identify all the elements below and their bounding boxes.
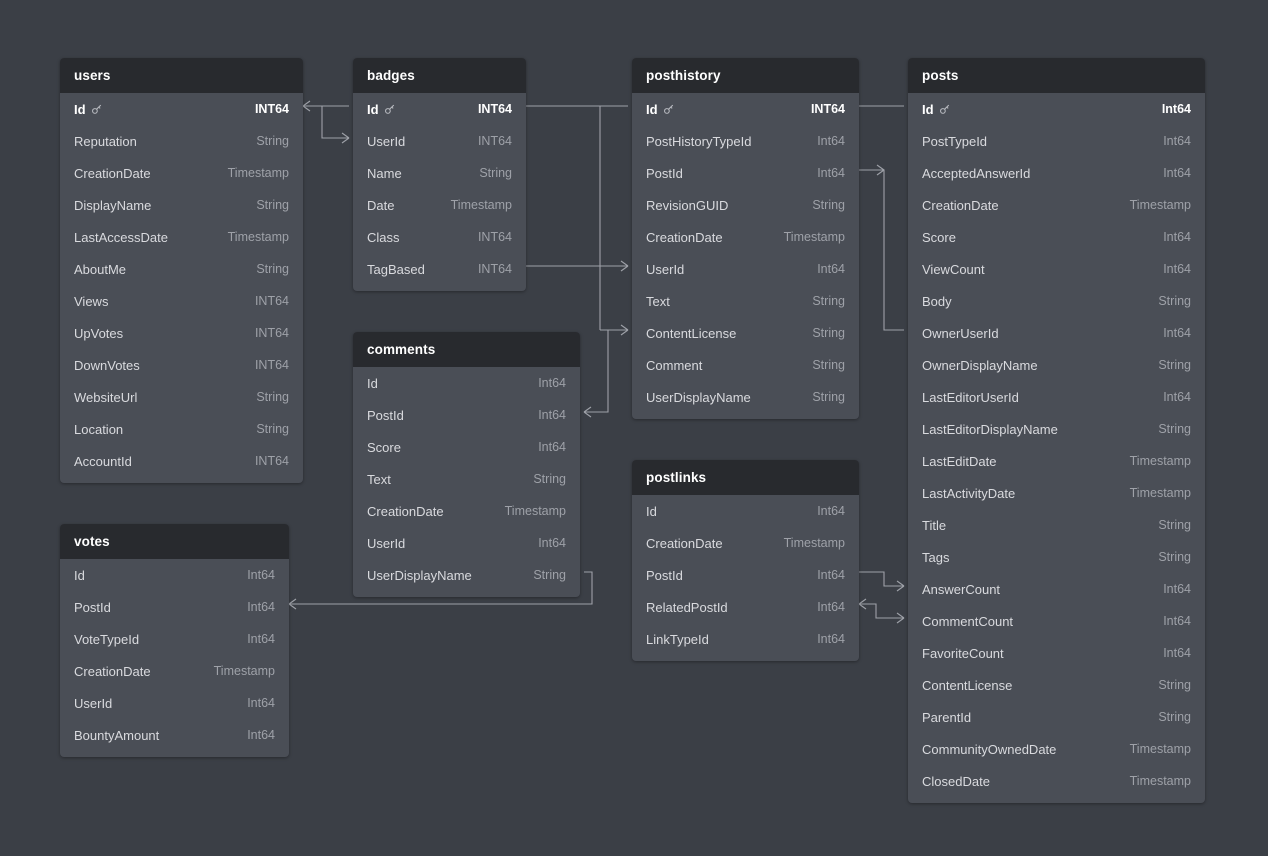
- field-name-label: Body: [922, 293, 952, 309]
- field-row[interactable]: [60, 253, 303, 285]
- field-name: [922, 710, 971, 725]
- field-name-label: CommunityOwnedDate: [922, 741, 1057, 757]
- field-row[interactable]: [908, 189, 1205, 221]
- field-name: [922, 294, 952, 309]
- field-name-label: AcceptedAnswerId: [922, 165, 1031, 181]
- field-type: String: [256, 422, 289, 436]
- field-name-label: PostId: [74, 599, 111, 615]
- field-name: [367, 440, 401, 455]
- field-type: String: [812, 358, 845, 372]
- field-type: Timestamp: [1129, 774, 1191, 788]
- field-type: String: [1158, 358, 1191, 372]
- field-row[interactable]: [353, 399, 580, 431]
- field-type: Timestamp: [213, 664, 275, 678]
- field-row[interactable]: [632, 591, 859, 623]
- field-name: [74, 262, 126, 277]
- field-row[interactable]: [632, 381, 859, 413]
- field-name-label: Id: [646, 101, 658, 117]
- field-row[interactable]: [908, 701, 1205, 733]
- field-name-label: ClosedDate: [922, 773, 990, 789]
- field-type: Int64: [817, 134, 845, 148]
- field-row[interactable]: [632, 349, 859, 381]
- field-name: [922, 358, 1038, 373]
- table-card-posts[interactable]: [908, 58, 1205, 803]
- field-row[interactable]: [632, 495, 859, 527]
- field-name: [922, 230, 956, 245]
- table-card-badges[interactable]: [353, 58, 526, 291]
- field-row[interactable]: [908, 157, 1205, 189]
- field-name-label: LinkTypeId: [646, 631, 709, 647]
- field-row[interactable]: [60, 719, 289, 751]
- field-name-label: OwnerUserId: [922, 325, 999, 341]
- field-type: Int64: [1163, 390, 1191, 404]
- field-type: INT64: [477, 230, 512, 244]
- field-row[interactable]: [60, 125, 303, 157]
- field-name: [367, 166, 402, 181]
- field-row[interactable]: [60, 189, 303, 221]
- field-row[interactable]: [908, 765, 1205, 797]
- field-name-label: CommentCount: [922, 613, 1014, 629]
- field-row[interactable]: [632, 125, 859, 157]
- field-row[interactable]: [908, 445, 1205, 477]
- field-row[interactable]: [60, 413, 303, 445]
- field-name-label: BountyAmount: [74, 727, 160, 743]
- primary-key-icon: [384, 103, 396, 115]
- field-name: [646, 390, 751, 405]
- field-name: [367, 230, 400, 245]
- field-name-label: Id: [922, 101, 934, 117]
- field-row[interactable]: [908, 669, 1205, 701]
- field-name-label: Views: [74, 293, 109, 309]
- table-fields-posthistory: [632, 93, 859, 419]
- field-name-label: Title: [922, 517, 947, 533]
- field-type: Int64: [817, 632, 845, 646]
- field-name: [922, 774, 990, 789]
- field-row[interactable]: [60, 381, 303, 413]
- table-title-badges: badges: [353, 58, 526, 93]
- field-type: INT64: [477, 102, 512, 116]
- field-type: Int64: [538, 536, 566, 550]
- field-name-label: UserId: [74, 695, 113, 711]
- field-name-label: RelatedPostId: [646, 599, 728, 615]
- field-type: String: [479, 166, 512, 180]
- table-card-postlinks[interactable]: [632, 460, 859, 661]
- field-type: INT64: [254, 294, 289, 308]
- field-name: [646, 102, 675, 117]
- field-type: Int64: [1163, 326, 1191, 340]
- field-type: Int64: [817, 262, 845, 276]
- field-row[interactable]: [60, 559, 289, 591]
- field-name: [367, 504, 444, 519]
- field-name: [367, 536, 405, 551]
- primary-key-icon: [663, 103, 675, 115]
- field-name: [646, 600, 728, 615]
- field-row[interactable]: [908, 413, 1205, 445]
- field-type: INT64: [254, 326, 289, 340]
- field-row[interactable]: [353, 189, 526, 221]
- field-name-label: LastEditorDisplayName: [922, 421, 1058, 437]
- table-card-posthistory[interactable]: [632, 58, 859, 419]
- field-row[interactable]: [60, 285, 303, 317]
- field-type: INT64: [254, 358, 289, 372]
- field-name-label: AnswerCount: [922, 581, 1001, 597]
- field-row[interactable]: [353, 495, 580, 527]
- table-card-users[interactable]: [60, 58, 303, 483]
- field-type: String: [812, 294, 845, 308]
- field-name-label: LastAccessDate: [74, 229, 168, 245]
- field-type: String: [256, 262, 289, 276]
- table-title-posts: posts: [908, 58, 1205, 93]
- field-name: [367, 134, 405, 149]
- field-name: [922, 742, 1056, 757]
- field-type: String: [1158, 518, 1191, 532]
- field-name-label: Date: [367, 197, 395, 213]
- field-name-label: PostHistoryTypeId: [646, 133, 752, 149]
- field-row[interactable]: [353, 253, 526, 285]
- field-row[interactable]: [353, 93, 526, 125]
- field-type: Int64: [1163, 614, 1191, 628]
- field-name: [74, 166, 151, 181]
- table-fields-comments: [353, 367, 580, 597]
- field-row[interactable]: [908, 541, 1205, 573]
- field-type: Int64: [538, 376, 566, 390]
- field-row[interactable]: [60, 317, 303, 349]
- field-type: INT64: [477, 262, 512, 276]
- table-fields-badges: [353, 93, 526, 291]
- table-title-votes: votes: [60, 524, 289, 559]
- field-name: [646, 166, 683, 181]
- field-type: Int64: [247, 568, 275, 582]
- field-row[interactable]: [908, 285, 1205, 317]
- field-name: [74, 198, 151, 213]
- field-row[interactable]: [60, 445, 303, 477]
- field-name: [922, 550, 949, 565]
- field-row[interactable]: [908, 381, 1205, 413]
- field-name-label: UserDisplayName: [646, 389, 751, 405]
- field-row[interactable]: [60, 591, 289, 623]
- field-row[interactable]: [908, 93, 1205, 125]
- field-row[interactable]: [632, 253, 859, 285]
- field-name-label: CreationDate: [74, 663, 151, 679]
- field-type: Int64: [817, 504, 845, 518]
- field-name: [646, 198, 728, 213]
- field-row[interactable]: [353, 559, 580, 591]
- field-name: [922, 166, 1030, 181]
- table-fields-postlinks: [632, 495, 859, 661]
- field-row[interactable]: [632, 285, 859, 317]
- field-name-label: ParentId: [922, 709, 972, 725]
- primary-key-icon: [939, 103, 951, 115]
- field-type: Timestamp: [1129, 742, 1191, 756]
- field-name-label: FavoriteCount: [922, 645, 1004, 661]
- field-row[interactable]: [632, 623, 859, 655]
- field-name: [367, 376, 378, 391]
- field-name: [367, 568, 472, 583]
- field-name: [646, 632, 709, 647]
- field-name-label: ContentLicense: [922, 677, 1013, 693]
- field-name: [922, 518, 946, 533]
- field-name-label: PostId: [367, 407, 404, 423]
- field-name: [367, 408, 404, 423]
- field-row[interactable]: [60, 687, 289, 719]
- primary-key-icon: [91, 103, 103, 115]
- field-type: Timestamp: [1129, 454, 1191, 468]
- field-type: Timestamp: [504, 504, 566, 518]
- field-name-label: PostTypeId: [922, 133, 988, 149]
- field-name-label: CreationDate: [646, 229, 723, 245]
- field-name: [646, 536, 723, 551]
- field-row[interactable]: [353, 431, 580, 463]
- field-name-label: RevisionGUID: [646, 197, 729, 213]
- field-type: Timestamp: [450, 198, 512, 212]
- field-row[interactable]: [353, 157, 526, 189]
- field-name: [74, 696, 112, 711]
- field-row[interactable]: [353, 221, 526, 253]
- field-name: [74, 294, 108, 309]
- field-name-label: Score: [367, 439, 401, 455]
- field-name: [74, 230, 168, 245]
- field-name-label: LastEditorUserId: [922, 389, 1019, 405]
- field-name-label: Text: [646, 293, 670, 309]
- field-name: [922, 646, 1004, 661]
- field-name-label: AboutMe: [74, 261, 127, 277]
- field-name: [646, 134, 752, 149]
- field-row[interactable]: [632, 189, 859, 221]
- field-row[interactable]: [632, 221, 859, 253]
- field-name: [922, 262, 985, 277]
- field-type: Int64: [1163, 582, 1191, 596]
- table-fields-votes: [60, 559, 289, 757]
- field-name: [74, 454, 132, 469]
- field-name: [74, 728, 159, 743]
- field-name: [74, 600, 111, 615]
- field-name-label: Comment: [646, 357, 703, 373]
- field-name-label: CreationDate: [646, 535, 723, 551]
- field-type: Timestamp: [1129, 486, 1191, 500]
- field-type: Int64: [247, 728, 275, 742]
- field-name-label: LastEditDate: [922, 453, 997, 469]
- field-name-label: Tags: [922, 549, 950, 565]
- field-name-label: Text: [367, 471, 391, 487]
- field-type: Timestamp: [1129, 198, 1191, 212]
- field-name: [922, 614, 1013, 629]
- field-name-label: DisplayName: [74, 197, 152, 213]
- field-name: [367, 472, 391, 487]
- field-type: String: [256, 390, 289, 404]
- field-name-label: UserId: [367, 535, 406, 551]
- field-name-label: Id: [646, 503, 657, 519]
- field-type: String: [812, 198, 845, 212]
- field-row[interactable]: [60, 655, 289, 687]
- field-name: [367, 102, 396, 117]
- field-row[interactable]: [353, 463, 580, 495]
- field-name-label: OwnerDisplayName: [922, 357, 1038, 373]
- field-name-label: Id: [74, 101, 86, 117]
- field-name-label: WebsiteUrl: [74, 389, 138, 405]
- field-type: String: [1158, 678, 1191, 692]
- table-fields-posts: [908, 93, 1205, 803]
- field-row[interactable]: [353, 367, 580, 399]
- field-name-label: CreationDate: [922, 197, 999, 213]
- field-type: String: [1158, 710, 1191, 724]
- field-type: Int64: [247, 600, 275, 614]
- field-name: [922, 134, 987, 149]
- field-name: [922, 678, 1012, 693]
- field-name: [74, 358, 140, 373]
- field-name-label: Location: [74, 421, 124, 437]
- field-name-label: CreationDate: [367, 503, 444, 519]
- field-name-label: Id: [367, 375, 378, 391]
- field-name: [646, 326, 736, 341]
- field-type: INT64: [254, 454, 289, 468]
- field-name-label: TagBased: [367, 261, 425, 277]
- field-type: INT64: [477, 134, 512, 148]
- field-row[interactable]: [60, 623, 289, 655]
- table-title-posthistory: posthistory: [632, 58, 859, 93]
- field-name-label: Reputation: [74, 133, 137, 149]
- field-row[interactable]: [908, 637, 1205, 669]
- field-name: [922, 422, 1058, 437]
- field-type: Timestamp: [227, 230, 289, 244]
- field-name: [367, 262, 425, 277]
- field-name: [922, 102, 951, 117]
- field-name: [646, 262, 684, 277]
- field-type: String: [1158, 422, 1191, 436]
- field-name-label: Score: [922, 229, 956, 245]
- table-card-comments[interactable]: [353, 332, 580, 597]
- field-name: [74, 326, 123, 341]
- field-type: Int64: [817, 568, 845, 582]
- field-name: [74, 102, 103, 117]
- field-name-label: Name: [367, 165, 402, 181]
- field-row[interactable]: [908, 349, 1205, 381]
- field-name: [646, 358, 702, 373]
- field-row[interactable]: [60, 157, 303, 189]
- field-row[interactable]: [908, 733, 1205, 765]
- field-name: [922, 454, 996, 469]
- field-name: [922, 582, 1000, 597]
- field-name: [922, 326, 999, 341]
- field-name: [646, 294, 670, 309]
- field-row[interactable]: [908, 253, 1205, 285]
- field-type: Int64: [1163, 646, 1191, 660]
- field-name-label: UserDisplayName: [367, 567, 472, 583]
- field-row[interactable]: [632, 317, 859, 349]
- field-row[interactable]: [908, 573, 1205, 605]
- field-name: [74, 664, 151, 679]
- field-name-label: ContentLicense: [646, 325, 737, 341]
- field-name-label: PostId: [646, 567, 683, 583]
- field-name-label: ViewCount: [922, 261, 985, 277]
- field-type: Int64: [817, 166, 845, 180]
- field-type: Int64: [1161, 102, 1191, 116]
- field-row[interactable]: [632, 559, 859, 591]
- field-row[interactable]: [908, 605, 1205, 637]
- field-row[interactable]: [908, 509, 1205, 541]
- field-name-label: DownVotes: [74, 357, 140, 373]
- field-row[interactable]: [908, 221, 1205, 253]
- field-row[interactable]: [632, 93, 859, 125]
- field-type: Int64: [538, 408, 566, 422]
- field-name: [74, 390, 137, 405]
- field-row[interactable]: [60, 349, 303, 381]
- field-type: Int64: [1163, 230, 1191, 244]
- field-type: Timestamp: [783, 230, 845, 244]
- field-name: [74, 632, 139, 647]
- field-name: [646, 230, 723, 245]
- field-type: Int64: [1163, 262, 1191, 276]
- field-type: Int64: [1163, 166, 1191, 180]
- field-type: String: [1158, 550, 1191, 564]
- field-type: String: [812, 326, 845, 340]
- field-row[interactable]: [908, 125, 1205, 157]
- field-name-label: VoteTypeId: [74, 631, 140, 647]
- field-name: [922, 486, 1015, 501]
- field-name-label: UpVotes: [74, 325, 124, 341]
- field-name-label: UserId: [367, 133, 406, 149]
- field-type: INT64: [254, 102, 289, 116]
- field-type: Int64: [1163, 134, 1191, 148]
- field-name-label: LastActivityDate: [922, 485, 1016, 501]
- field-name: [646, 568, 683, 583]
- field-type: Int64: [538, 440, 566, 454]
- field-name-label: PostId: [646, 165, 683, 181]
- field-name: [74, 422, 123, 437]
- field-type: String: [533, 568, 566, 582]
- table-card-votes[interactable]: [60, 524, 289, 757]
- field-type: Int64: [247, 632, 275, 646]
- field-row[interactable]: [632, 157, 859, 189]
- field-row[interactable]: [353, 125, 526, 157]
- field-type: INT64: [810, 102, 845, 116]
- table-title-comments: comments: [353, 332, 580, 367]
- field-type: String: [812, 390, 845, 404]
- table-fields-users: [60, 93, 303, 483]
- field-row[interactable]: [908, 317, 1205, 349]
- field-name-label: Id: [74, 567, 85, 583]
- field-name: [367, 198, 394, 213]
- field-name-label: CreationDate: [74, 165, 151, 181]
- field-name-label: Class: [367, 229, 400, 245]
- field-type: String: [256, 198, 289, 212]
- field-type: Timestamp: [227, 166, 289, 180]
- field-type: Int64: [247, 696, 275, 710]
- table-title-users: users: [60, 58, 303, 93]
- field-name-label: UserId: [646, 261, 685, 277]
- field-type: Int64: [817, 600, 845, 614]
- field-type: String: [1158, 294, 1191, 308]
- field-row[interactable]: [60, 221, 303, 253]
- field-name: [922, 198, 999, 213]
- field-type: String: [533, 472, 566, 486]
- field-type: String: [256, 134, 289, 148]
- field-row[interactable]: [353, 527, 580, 559]
- field-name-label: AccountId: [74, 453, 132, 469]
- field-row[interactable]: [632, 527, 859, 559]
- field-name: [922, 390, 1019, 405]
- table-title-postlinks: postlinks: [632, 460, 859, 495]
- field-name: [74, 134, 137, 149]
- field-type: Timestamp: [783, 536, 845, 550]
- field-name: [646, 504, 657, 519]
- field-name: [74, 568, 85, 583]
- field-row[interactable]: [908, 477, 1205, 509]
- field-name-label: Id: [367, 101, 379, 117]
- field-row[interactable]: [60, 93, 303, 125]
